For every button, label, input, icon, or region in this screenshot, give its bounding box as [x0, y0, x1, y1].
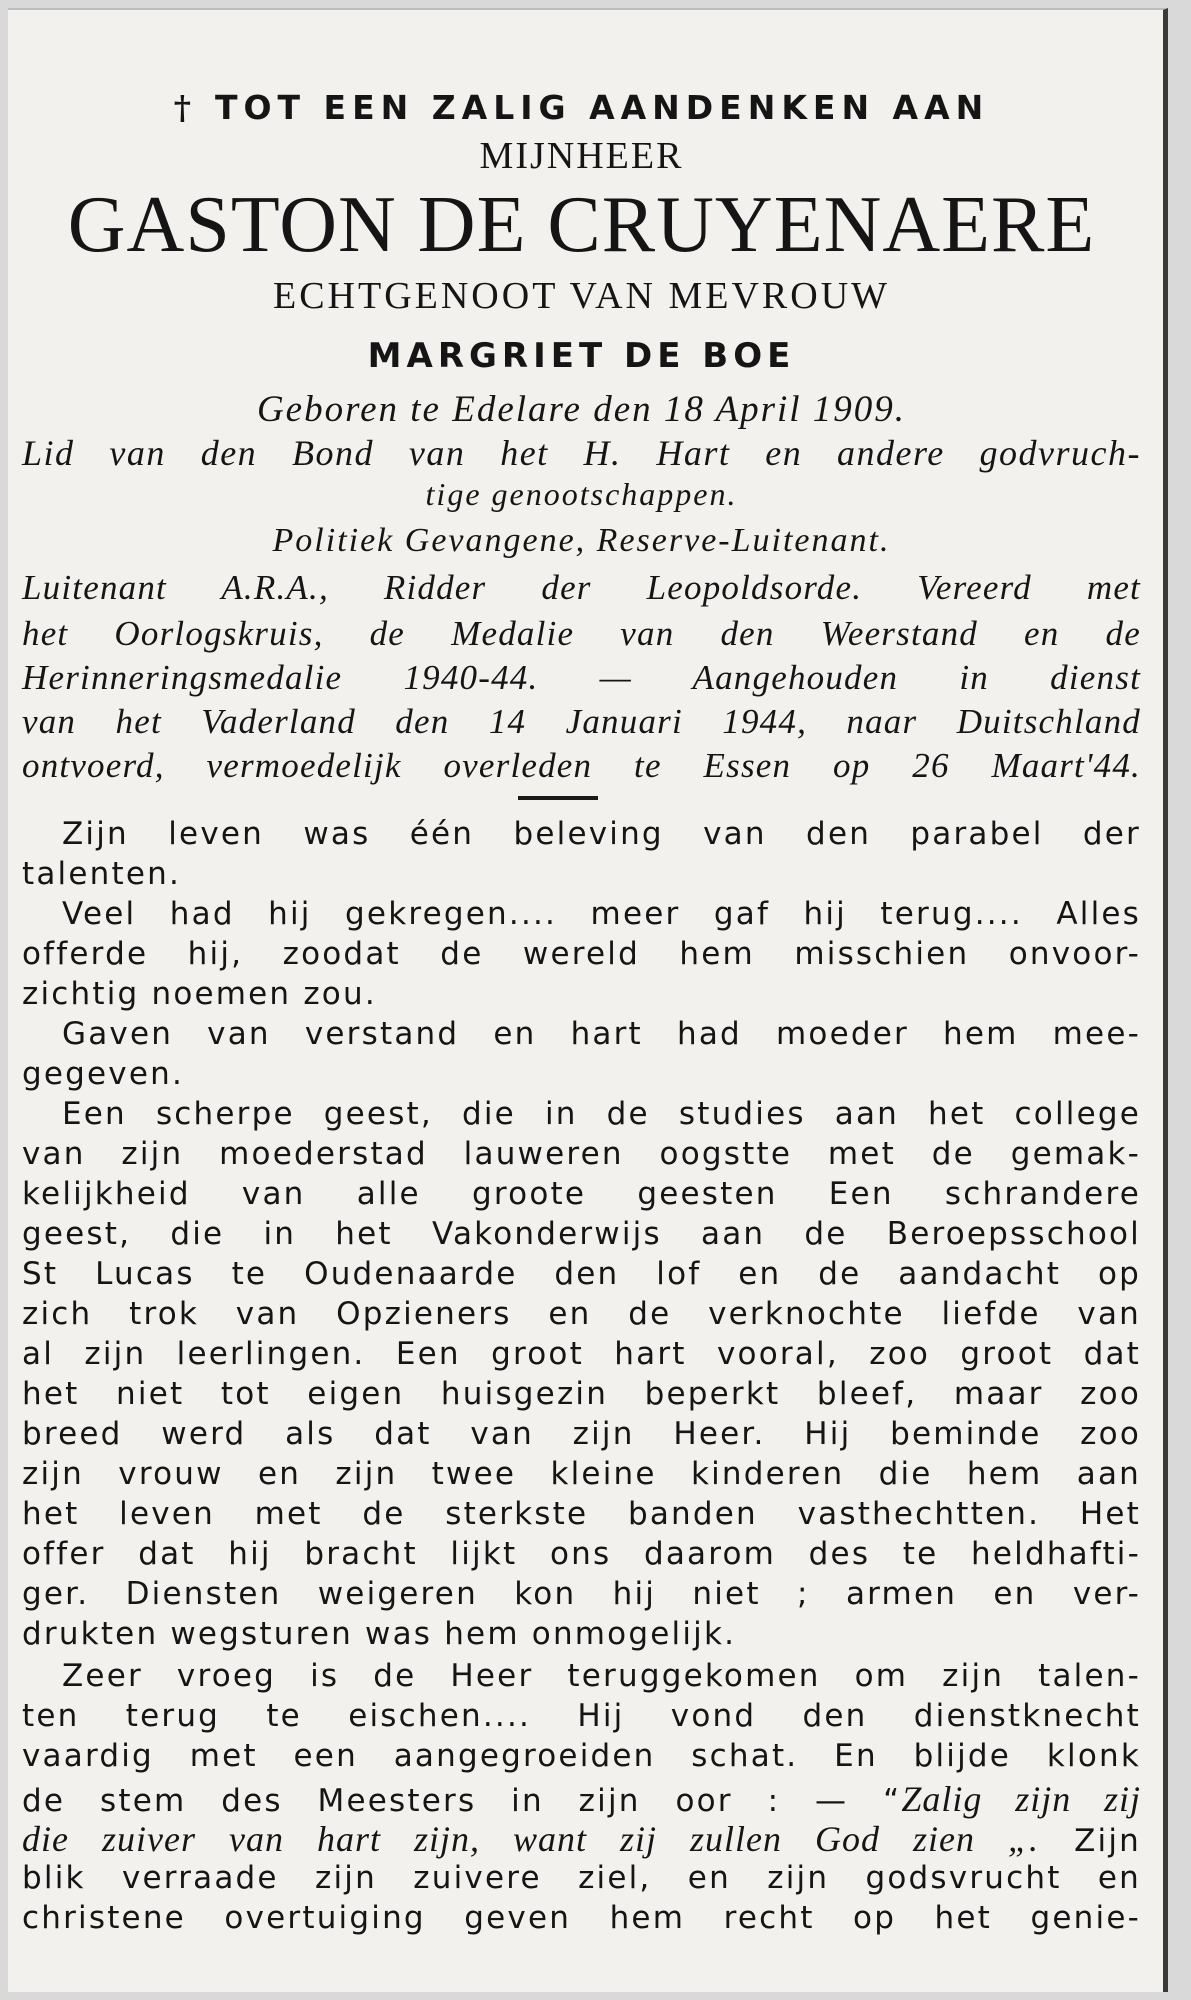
- text-line: offer dat hij bracht lijkt ons daarom des te heldhafti-: [22, 1536, 1141, 1572]
- memorial-card: [8, 8, 1168, 1992]
- birth-line: Geboren te Edelare den 18 April 1909.: [256, 389, 907, 430]
- text-fragment: Zijn: [1039, 1823, 1141, 1859]
- deceased-name: GASTON DE CRUYENAERE: [67, 181, 1096, 269]
- text-line: zijn vrouw en zijn twee kleine kinderen die hem aan: [22, 1456, 1141, 1492]
- spouse-name: MARGRIET DE BOE: [367, 336, 796, 376]
- text-line: vaardig met een aangegroeiden schat. En blijde klonk: [22, 1738, 1141, 1774]
- text-line: ger. Diensten weigeren kon hij niet ; armen en ver-: [22, 1576, 1141, 1612]
- text-line: zichtig noemen zou.: [22, 976, 377, 1012]
- text-line: offerde hij, zoodat de wereld hem misschien onvoor-: [22, 936, 1141, 972]
- rank-line-1: Luitenant A.R.A., Ridder der Leopoldsorde. Vereerd met: [22, 568, 1141, 607]
- quote-fragment: die zuiver van hart zijn, want zij zullen God zien „.: [22, 1819, 1040, 1859]
- dedication-text: TOT EEN ZALIG AANDENKEN AAN: [214, 88, 990, 127]
- text-line: Zijn leven was één beleving van den parabel der: [62, 816, 1141, 852]
- text-line: drukten wegsturen was hem onmogelijk.: [22, 1616, 737, 1652]
- membership-line-2: tige genootschappen.: [425, 476, 738, 512]
- political-line: Politiek Gevangene, Reserve-Luitenant.: [272, 522, 891, 559]
- rank-line-4: van het Vaderland den 14 Januari 1944, naar Duitschland: [22, 702, 1141, 741]
- text-line: het niet tot eigen huisgezin beperkt bleef, maar zoo: [22, 1376, 1141, 1412]
- text-line: kelijkheid van alle groote geesten Een schrandere: [22, 1176, 1141, 1212]
- text-line: [22, 1818, 1141, 1860]
- text-line: talenten.: [22, 856, 182, 892]
- rank-line-3: Herinneringsmedalie 1940-44. — Aangehouden in dienst: [22, 658, 1141, 697]
- text-line: al zijn leerlingen. Een groot hart vooral, zoo groot dat: [22, 1336, 1141, 1372]
- text-line: het leven met de sterkste banden vasthechtten. Het: [22, 1496, 1141, 1532]
- cross-icon: †: [173, 88, 197, 127]
- text-line: blik verraade zijn zuivere ziel, en zijn godsvrucht en: [22, 1860, 1141, 1896]
- text-line: [22, 1778, 1141, 1820]
- dedication-line: [22, 88, 1141, 127]
- text-line: van zijn moederstad lauweren oogstte met de gemak-: [22, 1136, 1141, 1172]
- rank-line-5: ontvoerd, vermoedelijk overleden te Essen op 26 Maart'44.: [22, 746, 1141, 785]
- text-line: Gaven van verstand en hart had moeder hem mee-: [62, 1016, 1141, 1052]
- text-line: Veel had hij gekregen.... meer gaf hij terug.... Alles: [62, 896, 1141, 932]
- text-line: christene overtuiging geven hem recht op het genie-: [22, 1900, 1141, 1936]
- text-fragment: de stem des Meesters in zijn oor : — “: [22, 1783, 902, 1819]
- text-line: gegeven.: [22, 1056, 185, 1092]
- quote-fragment: Zalig zijn zij: [901, 1779, 1142, 1819]
- text-line: geest, die in het Vakonderwijs aan de Beroepsschool: [22, 1216, 1141, 1252]
- title-mijnheer: MIJNHEER: [479, 135, 684, 177]
- spouse-intro: ECHTGENOOT VAN MEVROUW: [273, 275, 890, 317]
- text-line: St Lucas te Oudenaarde den lof en de aandacht op: [22, 1256, 1141, 1292]
- membership-line-1: Lid van den Bond van het H. Hart en andere godvruch-: [22, 433, 1141, 473]
- text-line: zich trok van Opzieners en de verknochte liefde van: [22, 1296, 1141, 1332]
- text-line: Een scherpe geest, die in de studies aan het college: [62, 1096, 1141, 1132]
- text-line: ten terug te eischen.... Hij vond den dienstknecht: [22, 1698, 1141, 1734]
- divider-rule: [518, 796, 598, 800]
- rank-line-2: het Oorlogskruis, de Medalie van den Weerstand en de: [22, 614, 1141, 653]
- text-line: breed werd als dat van zijn Heer. Hij beminde zoo: [22, 1416, 1141, 1452]
- text-line: Zeer vroeg is de Heer teruggekomen om zijn talen-: [62, 1658, 1141, 1694]
